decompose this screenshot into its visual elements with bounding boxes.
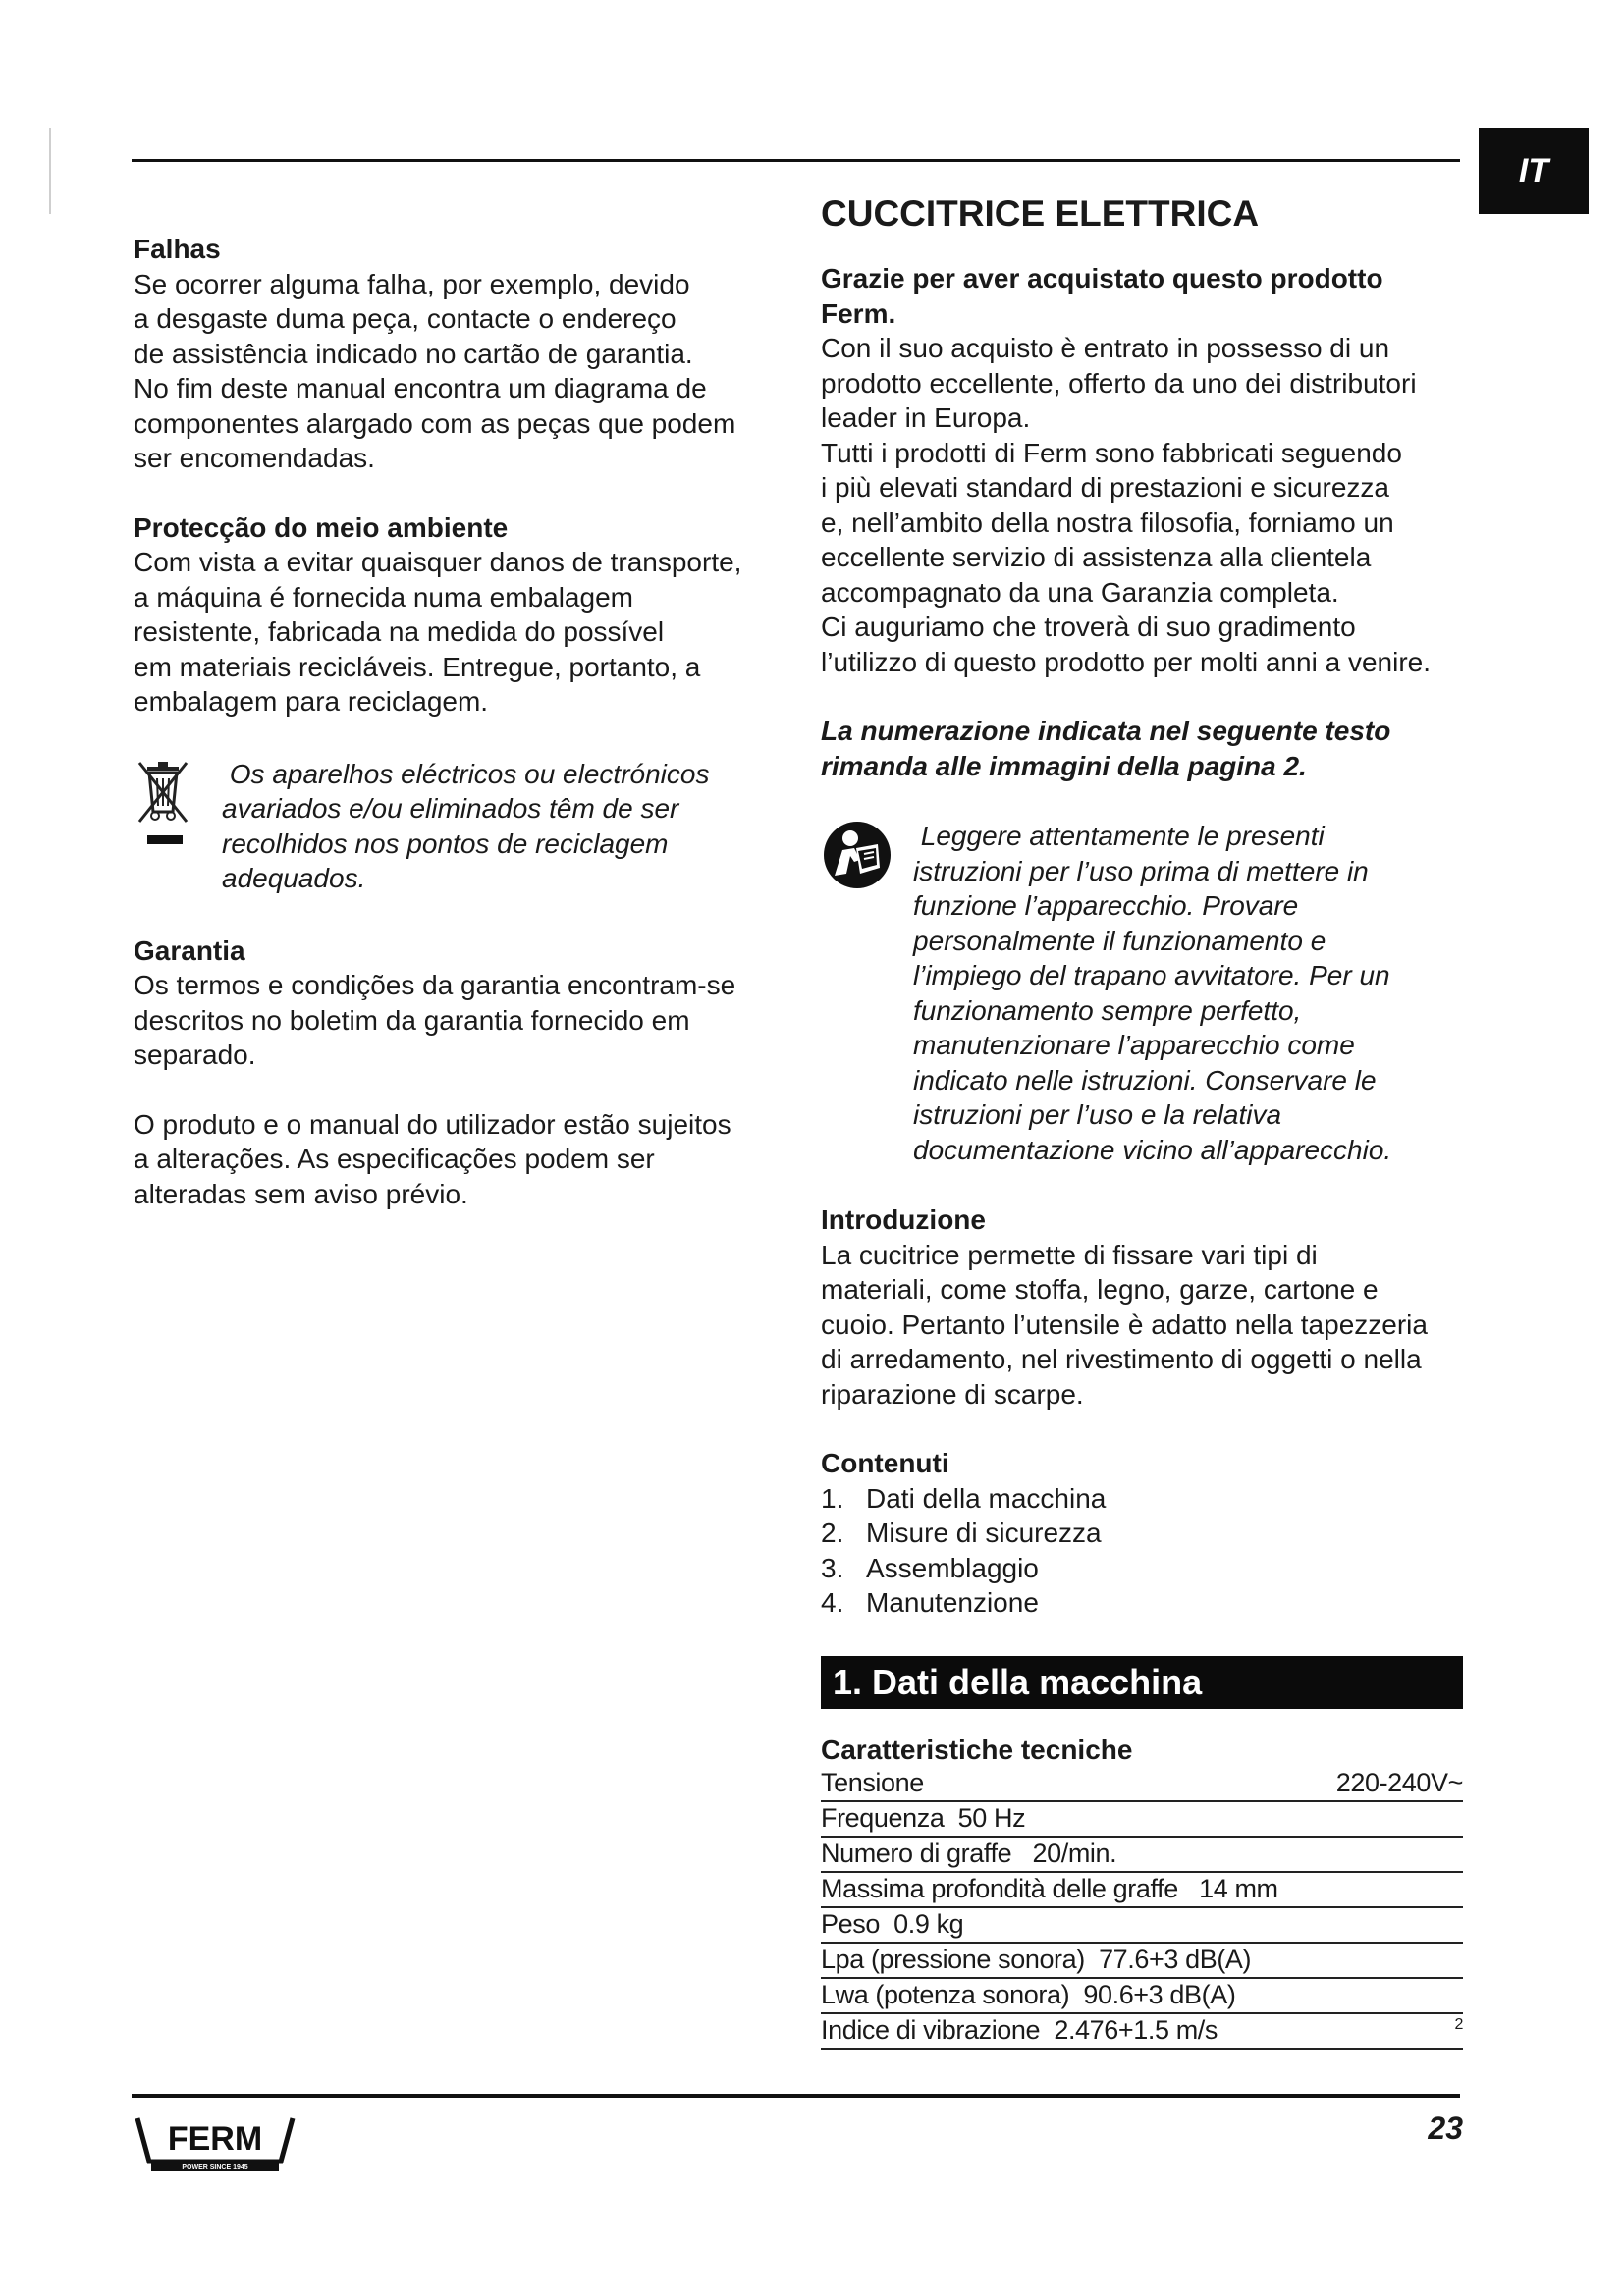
ambiente-line: resistente, fabricada na medida do possível [134,616,665,647]
spacer [134,896,782,934]
footer-rule [132,2094,1460,2098]
introduzione-line: materiali, come stoffa, legno, garze, cartone e [821,1274,1379,1305]
spec-row [821,1908,1463,1944]
weee-line: avariados e/ou eliminados têm de ser [222,793,679,824]
intro-line: e, nell’ambito della nostra filosofia, forniamo un [821,507,1394,538]
contents-item-number: 3. [821,1552,844,1583]
left-column [134,232,782,1211]
contenuti-section [821,1446,1463,1621]
manual-line: Leggere attentamente le presenti [913,821,1325,851]
weee-note-text [222,757,782,896]
introduzione-line: cuoio. Pertanto l’utensile è adatto nella tapezzeria [821,1308,1428,1340]
spec-label: Lwa (potenza sonora) 90.6+3 dB(A) [821,1980,1236,2009]
ambiente-heading: Protecção do meio ambiente [134,511,509,543]
specs-table [821,1767,1463,2050]
ambiente-line: embalagem para reciclagem. [134,686,489,717]
margin-line [49,128,51,214]
spacer [134,476,782,510]
introduzione-line: riparazione di scarpe. [821,1378,1084,1410]
manual-line: l’impiego del trapano avvitatore. Per un [913,960,1390,990]
introduzione-section [821,1202,1463,1412]
intro-line: Tutti i prodotti di Ferm sono fabbricati seguendo [821,437,1402,468]
contents-item [821,1551,1463,1586]
disclaimer-section [134,1107,782,1212]
weee-line: adequados. [222,863,366,893]
intro-line: i più elevati standard di prestazioni e sicurezza [821,472,1389,503]
intro-line: eccellente servizio di assistenza alla clientela [821,542,1372,572]
spacer [134,1073,782,1107]
manual-line: manutenzionare l’apparecchio come [913,1030,1355,1060]
disclaimer-line: alteradas sem aviso prévio. [134,1178,468,1209]
contenuti-heading: Contenuti [821,1448,949,1478]
falhas-heading: Falhas [134,234,221,264]
contents-item [821,1516,1463,1551]
ambiente-line: a máquina é fornecida numa embalagem [134,581,633,613]
thanks-line: Ferm. [821,297,896,329]
intro-line: Ci auguriamo che troverà di suo gradimento [821,612,1356,642]
contents-item-label: Manutenzione [866,1587,1039,1618]
falhas-line: Se ocorrer alguma falha, por exemplo, devido [134,268,690,299]
contents-item-number: 1. [821,1482,844,1514]
spacer [821,1412,1463,1446]
logo-tagline: POWER SINCE 1945 [182,2164,248,2171]
spec-label: Peso 0.9 kg [821,1909,964,1939]
ambiente-line: Com vista a evitar quaisquer danos de transporte, [134,547,742,577]
weee-line: Os aparelhos eléctricos ou electrónicos [222,758,710,789]
manual-line: funzione l’apparecchio. Provare [913,890,1299,921]
header-rule [132,159,1460,162]
logo-text: FERM [167,2120,263,2158]
spec-row [821,1838,1463,1873]
falhas-line: a desgaste duma peça, contacte o endereço [134,303,677,334]
numbering-note-line: rimanda alle immagini della pagina 2. [821,750,1307,781]
spec-row [821,1873,1463,1908]
spec-row [821,1802,1463,1838]
introduzione-line: La cucitrice permette di fissare vari tipi di [821,1239,1318,1270]
numbering-note-line: La numerazione indicata nel seguente testo [821,716,1391,746]
manual-line: personalmente il funzionamento e [913,925,1326,956]
garantia-line: Os termos e condições da garantia encontram-se [134,970,736,1000]
garantia-line: separado. [134,1040,256,1070]
specs-section [821,1733,1463,2051]
spacer [821,679,1463,714]
manual-line: istruzioni per l’uso e la relativa [913,1099,1282,1130]
contents-item-label: Assemblaggio [866,1552,1039,1583]
thanks-line: Grazie per aver acquistato questo prodotto [821,263,1383,294]
contents-item-number: 4. [821,1587,844,1618]
falhas-line: de assistência indicado no cartão de garantia. [134,338,693,369]
introduzione-heading: Introduzione [821,1204,986,1235]
manual-line: istruzioni per l’uso prima di mettere in [913,855,1369,886]
intro-line: l’utilizzo di questo prodotto per molti anni a venire. [821,646,1432,677]
intro-line: Con il suo acquisto è entrato in possesso di un [821,333,1390,363]
contents-list [821,1481,1463,1621]
spec-label: Massima profondità delle graffe 14 mm [821,1874,1278,1903]
ambiente-section [134,510,782,720]
falhas-line: componentes alargado com as peças que podem [134,407,736,439]
spec-label: Numero di graffe 20/min. [821,1839,1117,1868]
spec-label: Lpa (pressione sonora) 77.6+3 dB(A) [821,1945,1252,1974]
ambiente-line: em materiais recicláveis. Entregue, portanto, a [134,651,701,682]
intro-line: accompagnato da una Garanzia completa. [821,576,1339,608]
page-title: CUCCITRICE ELETTRICA [821,193,1260,234]
right-column [821,192,1463,2050]
contents-item-label: Dati della macchina [866,1482,1107,1514]
page-number: 23 [1428,2110,1463,2146]
manual-note-text [913,819,1463,1167]
manual-line: indicato nelle istruzioni. Conservare le [913,1064,1377,1095]
falhas-section [134,232,782,476]
disclaimer-line: O produto e o manual do utilizador estão sujeitos [134,1108,731,1140]
contents-item-label: Misure di sicurezza [866,1518,1102,1548]
spec-value: 2 [1454,2016,1463,2033]
spec-row [821,1944,1463,1979]
weee-bin-icon [134,757,222,856]
manual-note [821,819,1463,1167]
spec-row [821,1767,1463,1802]
ferm-logo [134,2112,297,2173]
garantia-heading: Garantia [134,934,245,966]
intro-line: leader in Europa. [821,402,1031,433]
garantia-section [134,934,782,1073]
garantia-line: descritos no boletim da garantia fornecido em [134,1004,690,1036]
introduzione-line: di arredamento, nel rivestimento di oggetti o nella [821,1344,1422,1374]
falhas-line: No fim deste manual encontra um diagrama de [134,373,707,403]
contents-item-number: 2. [821,1518,844,1548]
section-header-bar: 1. Dati della macchina [821,1656,1463,1709]
manual-line: funzionamento sempre perfetto, [913,994,1302,1026]
specs-heading: Caratteristiche tecniche [821,1734,1133,1765]
spec-label: Indice di vibrazione 2.476+1.5 m/s [821,2015,1218,2045]
spec-row [821,2014,1463,2050]
weee-line: recolhidos nos pontos de reciclagem [222,828,669,859]
spec-value: 220-240V~ [1335,1768,1463,1797]
falhas-line: ser encomendadas. [134,443,375,473]
intro-line: prodotto eccellente, offerto da uno dei distributori [821,367,1417,399]
weee-note [134,757,782,896]
contents-item [821,1585,1463,1621]
spec-label: Tensione [821,1768,924,1797]
spec-row [821,1979,1463,2014]
language-tab: IT [1479,128,1589,214]
contents-item [821,1481,1463,1517]
manual-line: documentazione vicino all’apparecchio. [913,1134,1392,1165]
spec-label: Frequenza 50 Hz [821,1803,1026,1833]
disclaimer-line: a alterações. As especificações podem ser [134,1144,655,1174]
spacer [821,1167,1463,1202]
